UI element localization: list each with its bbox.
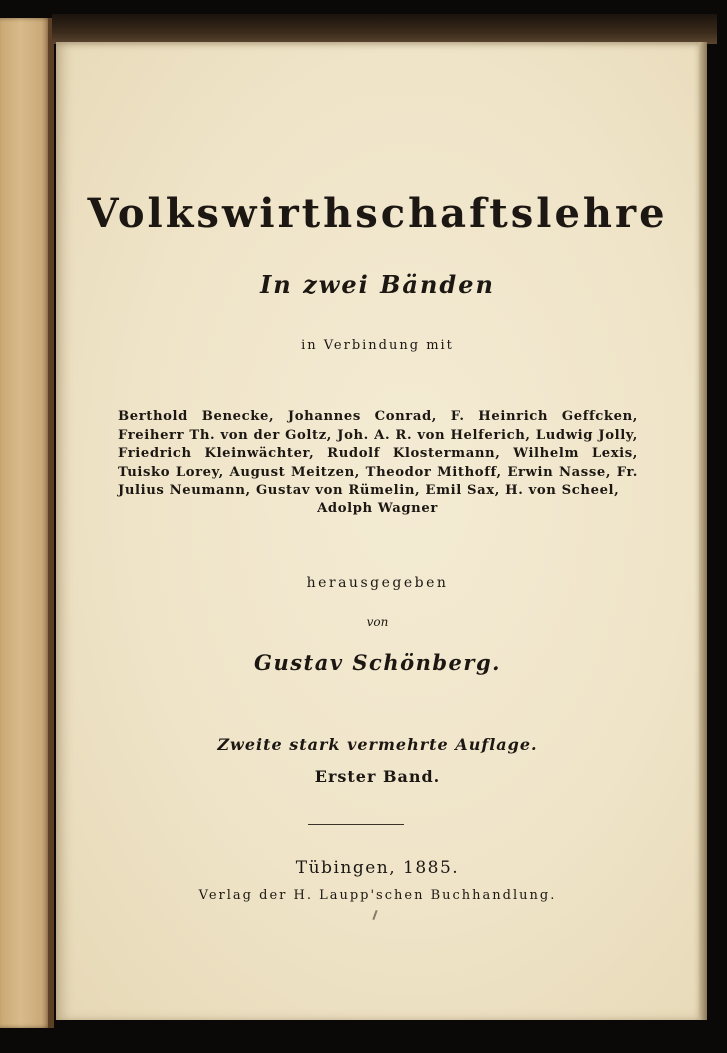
editor-name: Gustav Schönberg. [254,650,501,675]
pencil-mark [372,910,377,920]
book-spine [0,18,52,1028]
book-cover-top [52,14,717,44]
spine-edge [48,18,54,1028]
place-year: Tübingen, 1885. [295,858,460,878]
volume-statement: Erster Band. [314,767,441,786]
herausgegeben-text: herausgegeben [306,575,449,591]
in-verbindung-text: in Verbindung mit [301,338,454,353]
book-subtitle: In zwei Bänden [260,270,495,299]
publisher-line: Verlag der H. Laupp'schen Buchhandlung. [198,888,557,903]
contributors-last-line: Adolph Wagner [317,501,438,516]
von-text: von [366,615,389,629]
contributors-list: Berthold Benecke, Johannes Conrad, F. Heinrich Geffcken, Freiherr Th. von der Goltz, Joh. A. R. von Helferich, Ludwig Jolly, Friedrich Kleinwächter, Rudolf Klostermann, Wilhelm Lexis, Tuisko Lorey, August Meitzen, Theodor Mithoff, Erwin Nasse, Fr. Julius Neumann, Gustav von Rümelin, Emil Sax, H. von Scheel, [118,409,638,498]
book-title: Volkswirthschaftslehre [87,190,668,237]
divider-rule [308,824,404,825]
title-page [56,42,699,1020]
edition-statement: Zweite stark vermehrte Auflage. [217,735,538,754]
